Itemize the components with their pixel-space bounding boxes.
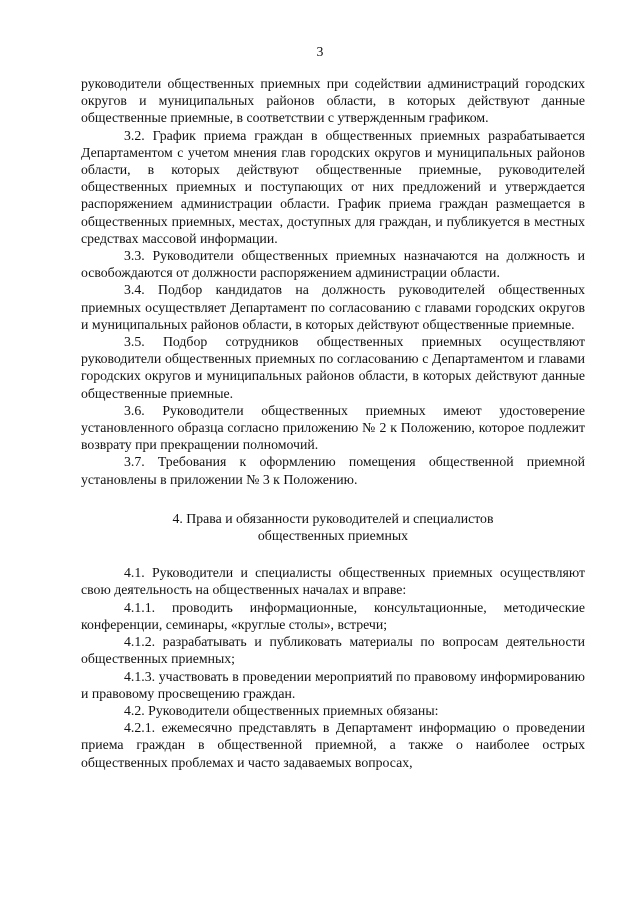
paragraph-3-3: 3.3. Руководители общественных приемных назначаются на должность и освобождаются от должности распоряжением администрации области.: [81, 248, 585, 281]
paragraph-3-5: 3.5. Подбор сотрудников общественных приемных осуществляют руководители общественных приемных по согласованию с Департаментом и главами городских округов и муниципальных районов области, в которых действуют данные общественные приемные.: [81, 334, 585, 401]
section-heading-line-1: 4. Права и обязанности руководителей и специалистов: [172, 510, 494, 526]
page-content: [81, 75, 585, 771]
page-number: 3: [316, 44, 324, 59]
paragraph-3-4: 3.4. Подбор кандидатов на должность руководителей общественных приемных осуществляет Департамент по согласованию с главами городских округов и муниципальных районов области, в которых действуют общественные приемные.: [81, 282, 585, 332]
paragraphs-section-3: [81, 75, 585, 488]
paragraphs-section-4: [81, 564, 585, 770]
paragraph-4-1-3: 4.1.3. участвовать в проведении мероприятий по правовому информированию и правовому просвещению граждан.: [81, 668, 585, 701]
paragraph-4-2-1: 4.2.1. ежемесячно представлять в Департамент информацию о проведении приема граждан в общественной приемной, а также о наиболее острых общественных проблемах и часто задаваемых вопросах,: [81, 720, 585, 770]
paragraph-4-1-2: 4.1.2. разрабатывать и публиковать материалы по вопросам деятельности общественных приемных;: [81, 634, 585, 667]
paragraph-4-1: 4.1. Руководители и специалисты общественных приемных осуществляют свою деятельность на общественных началах и вправе:: [81, 565, 585, 598]
paragraph-3-7: 3.7. Требования к оформлению помещения общественной приемной установлены в приложении № 3 к Положению.: [81, 454, 585, 487]
paragraph-4-1-1: 4.1.1. проводить информационные, консультационные, методические конференции, семинары, «круглые столы», встречи;: [81, 599, 585, 632]
paragraph-3-2: 3.2. График приема граждан в общественных приемных разрабатывается Департаментом с учетом мнения глав городских округов и муниципальных районов области, в которых действуют общественные приемные, руководителей общественных приемных и поступающих от них предложений и утверждается распоряжением администрации области. График приема граждан размещается в общественных приемных, местах, доступных для граждан, и публикуется в местных средствах массовой информации.: [81, 127, 585, 246]
section-heading: [81, 510, 585, 544]
paragraph-continued: руководители общественных приемных при содействии администраций городских округов и муниципальных районов области, в которых действуют данные общественные приемные, в соответствии с утвержденным графиком.: [81, 76, 585, 126]
paragraph-4-2: 4.2. Руководители общественных приемных обязаны:: [124, 702, 439, 718]
section-heading-line-2: общественных приемных: [257, 528, 409, 544]
paragraph-3-6: 3.6. Руководители общественных приемных имеют удостоверение установленного образца согласно приложению № 2 к Положению, которое подлежит возврату при прекращении полномочий.: [81, 402, 585, 453]
